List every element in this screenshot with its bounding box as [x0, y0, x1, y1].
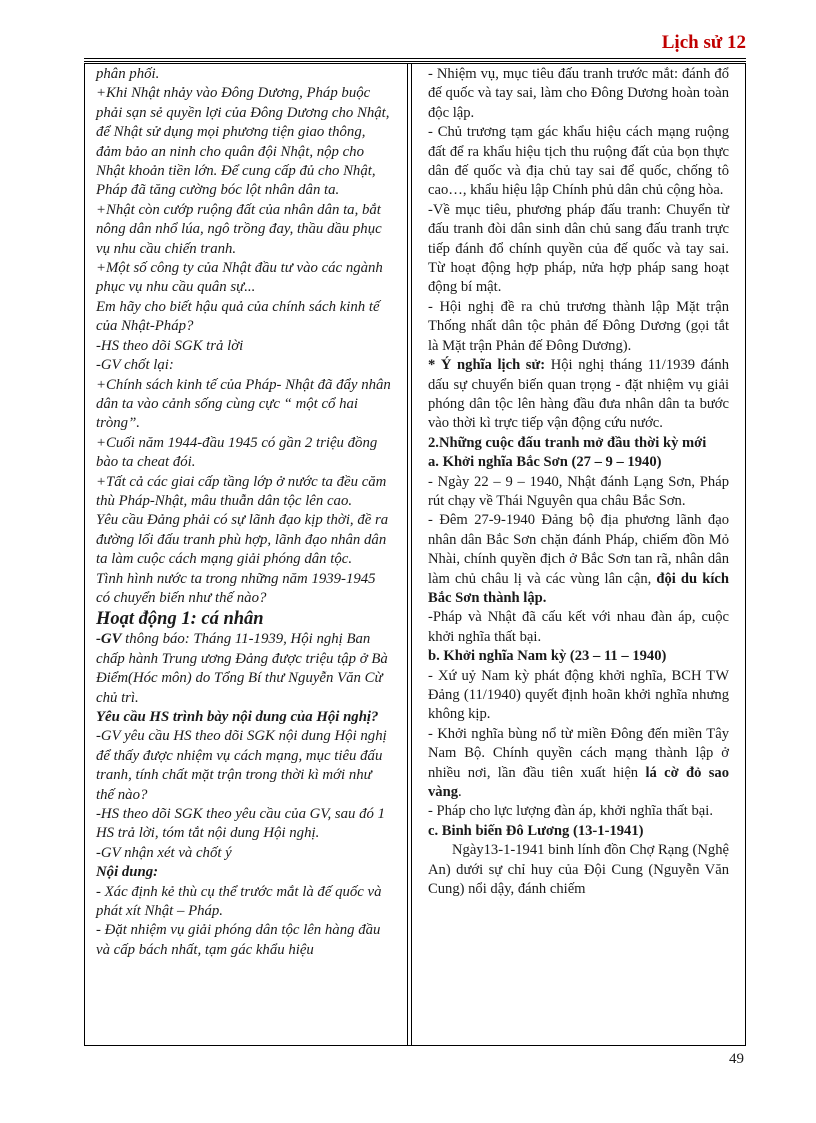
right-paragraph: - Chủ trương tạm gác khẩu hiệu cách mạng ruộng đất để ra khẩu hiệu tịch thu ruộng đất của bọn thực dân đế quốc và địa chủ tay sai để quốc, chống tô cao…, khẩu hiệu lập Chính phủ dân chủ cộng hòa.: [428, 124, 729, 199]
right-paragraph: - Nhiệm vụ, mục tiêu đấu tranh trước mắt: đánh đổ đế quốc và tay sai, làm cho Đông Dương hoàn toàn độc lập.: [428, 66, 729, 121]
left-paragraph: -GV chốt lại:: [96, 357, 174, 374]
left-question: Em hãy cho biết hậu quả của chính sách kinh tế của Nhật-Pháp?: [96, 298, 380, 335]
bac-son-text: - Đêm 27-9-1940 Đảng bộ địa phương lãnh đạo nhân dân Bắc Sơn chặn đánh Pháp, chiếm đồn Mỏ Nhài, chính quyền địch ở Bắc Sơn tan rã, nhân dân làm chủ châu lị và các vùng lân cận,: [428, 512, 729, 587]
activity-heading: Hoạt động 1: cá nhân: [96, 609, 264, 630]
right-paragraph: - Xứ uỷ Nam kỳ phát động khởi nghĩa, BCH TW Đảng (11/1940) quyết định hoãn khởi nghĩa nhưng không kịp.: [428, 667, 729, 723]
right-paragraph: [428, 356, 729, 434]
left-paragraph: -GV nhận xét và chốt ý: [96, 844, 232, 861]
left-paragraph: +Một số công ty của Nhật đầu tư vào các ngành phục vụ nhu cầu quân sự...: [96, 260, 383, 296]
left-paragraph: -HS theo dõi SGK trả lời: [96, 337, 244, 354]
left-paragraph: +Cuối năm 1944-đầu 1945 có gần 2 triệu đồng bào ta cheat đói.: [96, 434, 378, 471]
right-paragraph: -Về mục tiêu, phương pháp đấu tranh: Chuyển từ đấu tranh đòi dân sinh dân chủ sang đấu tranh trực tiếp đánh đổ chính quyền của đế quốc và tay sai. Từ hoạt động hợp pháp, nửa hợp pháp sang hoạt động bí mật.: [428, 201, 729, 296]
left-paragraph: [96, 630, 393, 708]
left-paragraph: +Nhật còn cướp ruộng đất của nhân dân ta, bắt nông dân nhổ lúa, ngô trồng đay, thầu dầu phục vụ nhu cầu chiến tranh.: [96, 201, 382, 257]
gv-announcement: thông báo: Tháng 11-1939, Hội nghị Ban chấp hành Trung ương Đảng được triệu tập ở Bà Điểm(Hóc môn) do Tổng Bí thư Nguyễn Văn Cừ chủ trì.: [96, 631, 388, 706]
left-paragraph: - Đặt nhiệm vụ giải phóng dân tộc lên hàng đầu và cấp bách nhất, tạm gác khẩu hiệu: [96, 922, 381, 958]
significance-label: * Ý nghĩa lịch sử:: [428, 357, 546, 374]
subsection-heading: a. Khởi nghĩa Bắc Sơn (27 – 9 – 1940): [428, 454, 662, 471]
column-divider: [407, 63, 408, 1046]
left-paragraph: - Xác định kẻ thù cụ thể trước mắt là đế quốc và phát xít Nhật – Pháp.: [96, 883, 382, 920]
header-rule: [84, 58, 746, 62]
left-paragraph: -GV yêu cầu HS theo dõi SGK nội dung Hội nghị để thấy được nhiệm vụ cách mạng, mục tiêu đấu tranh, tính chất mặt trận trong thời kì mới như thế nào?: [96, 728, 387, 803]
right-column: [412, 63, 746, 1046]
left-column: [84, 63, 407, 1046]
significance-text: Hội nghị tháng 11/1939 đánh dấu sự chuyển biến quan trọng - đặt nhiệm vụ giải phóng dân tộc lên hàng đầu đưa nhân dân ta bước vào thời kì trực tiếp vận động cứu nước.: [428, 357, 730, 432]
page-header-title: Lịch sử 12: [661, 32, 746, 53]
nam-ky-text: - Khởi nghĩa bùng nổ từ miền Đông đến miền Tây Nam Bộ. Chính quyền cách mạng thành lập ở nhiều nơi, lần đầu tiên xuất hiện: [428, 725, 729, 781]
right-paragraph: [428, 725, 729, 803]
left-paragraph: Yêu cầu Đảng phải có sự lãnh đạo kịp thời, đề ra đường lối đấu tranh phù hợp, lãnh đạo nhân dân ta làm cuộc cách mạng giải phóng dân tộc.: [96, 512, 389, 568]
subsection-heading: b. Khởi nghĩa Nam kỳ (23 – 11 – 1940): [428, 648, 667, 665]
left-question-bold: Yêu cầu HS trình bày nội dung của Hội nghị?: [96, 709, 379, 725]
left-paragraph: +Chính sách kinh tế của Pháp- Nhật đã đẩy nhân dân ta vào cảnh sống cùng cực “ một cổ hai tròng”.: [96, 376, 391, 432]
flag-bold: lá cờ đỏ sao vàng: [428, 764, 729, 801]
right-paragraph: - Ngày 22 – 9 – 1940, Nhật đánh Lạng Sơn, Pháp rút chạy về Thái Nguyên qua châu Bắc Sơn.: [428, 473, 729, 509]
right-paragraph: Ngày13-1-1941 binh lính đồn Chợ Rạng (Nghệ An) dưới sự chỉ huy của Đội Cung (Nguyễn Văn Cung) nổi dậy, đánh chiếm: [428, 842, 729, 898]
left-paragraph: +Khi Nhật nhảy vào Đông Dương, Pháp buộc phải sạn sẻ quyền lợi của Đông Dương cho Nhật, để Nhật sử dụng mọi phương tiện giao thông, đảm bảo an ninh cho quân đội Nhật, nộp cho Nhật khoản tiền lớn. Để cung cấp đủ cho Nhật, Pháp đã tăng cường bóc lột nhân dân ta.: [96, 85, 390, 199]
right-paragraph: - Pháp cho lực lượng đàn áp, khởi nghĩa thất bại.: [428, 803, 713, 820]
right-paragraph: -Pháp và Nhật đã cấu kết với nhau đàn áp, cuộc khởi nghĩa thất bại.: [428, 609, 729, 645]
content-label: Nội dung:: [96, 864, 159, 881]
left-question: Tình hình nước ta trong những năm 1939-1945 có chuyển biến như thế nào?: [96, 570, 376, 606]
right-paragraph: - Hội nghị đề ra chủ trương thành lập Mặt trận Thống nhất dân tộc phản đế Đông Dương (gọi tắt là Mặt trận Phản đế Đông Dương).: [428, 298, 729, 354]
right-paragraph: [428, 511, 729, 608]
subsection-heading: c. Binh biến Đô Lương (13-1-1941): [428, 822, 644, 839]
page-number: 49: [729, 1051, 744, 1067]
left-paragraph: +Tất cả các giai cấp tầng lớp ở nước ta đều căm thù Pháp-Nhật, mâu thuẫn dân tộc lên cao.: [96, 473, 387, 509]
gv-label: -GV: [96, 631, 122, 648]
left-paragraph: phân phối.: [96, 66, 160, 82]
bac-son-bold: đội du kích Bắc Sơn thành lập.: [428, 570, 729, 606]
left-paragraph: -HS theo dõi SGK theo yêu cầu của GV, sau đó 1 HS trả lời, tóm tắt nội dung Hội nghị.: [96, 806, 386, 842]
nam-ky-end: .: [458, 784, 462, 801]
section-heading: 2.Những cuộc đấu tranh mở đầu thời kỳ mới: [428, 434, 707, 451]
